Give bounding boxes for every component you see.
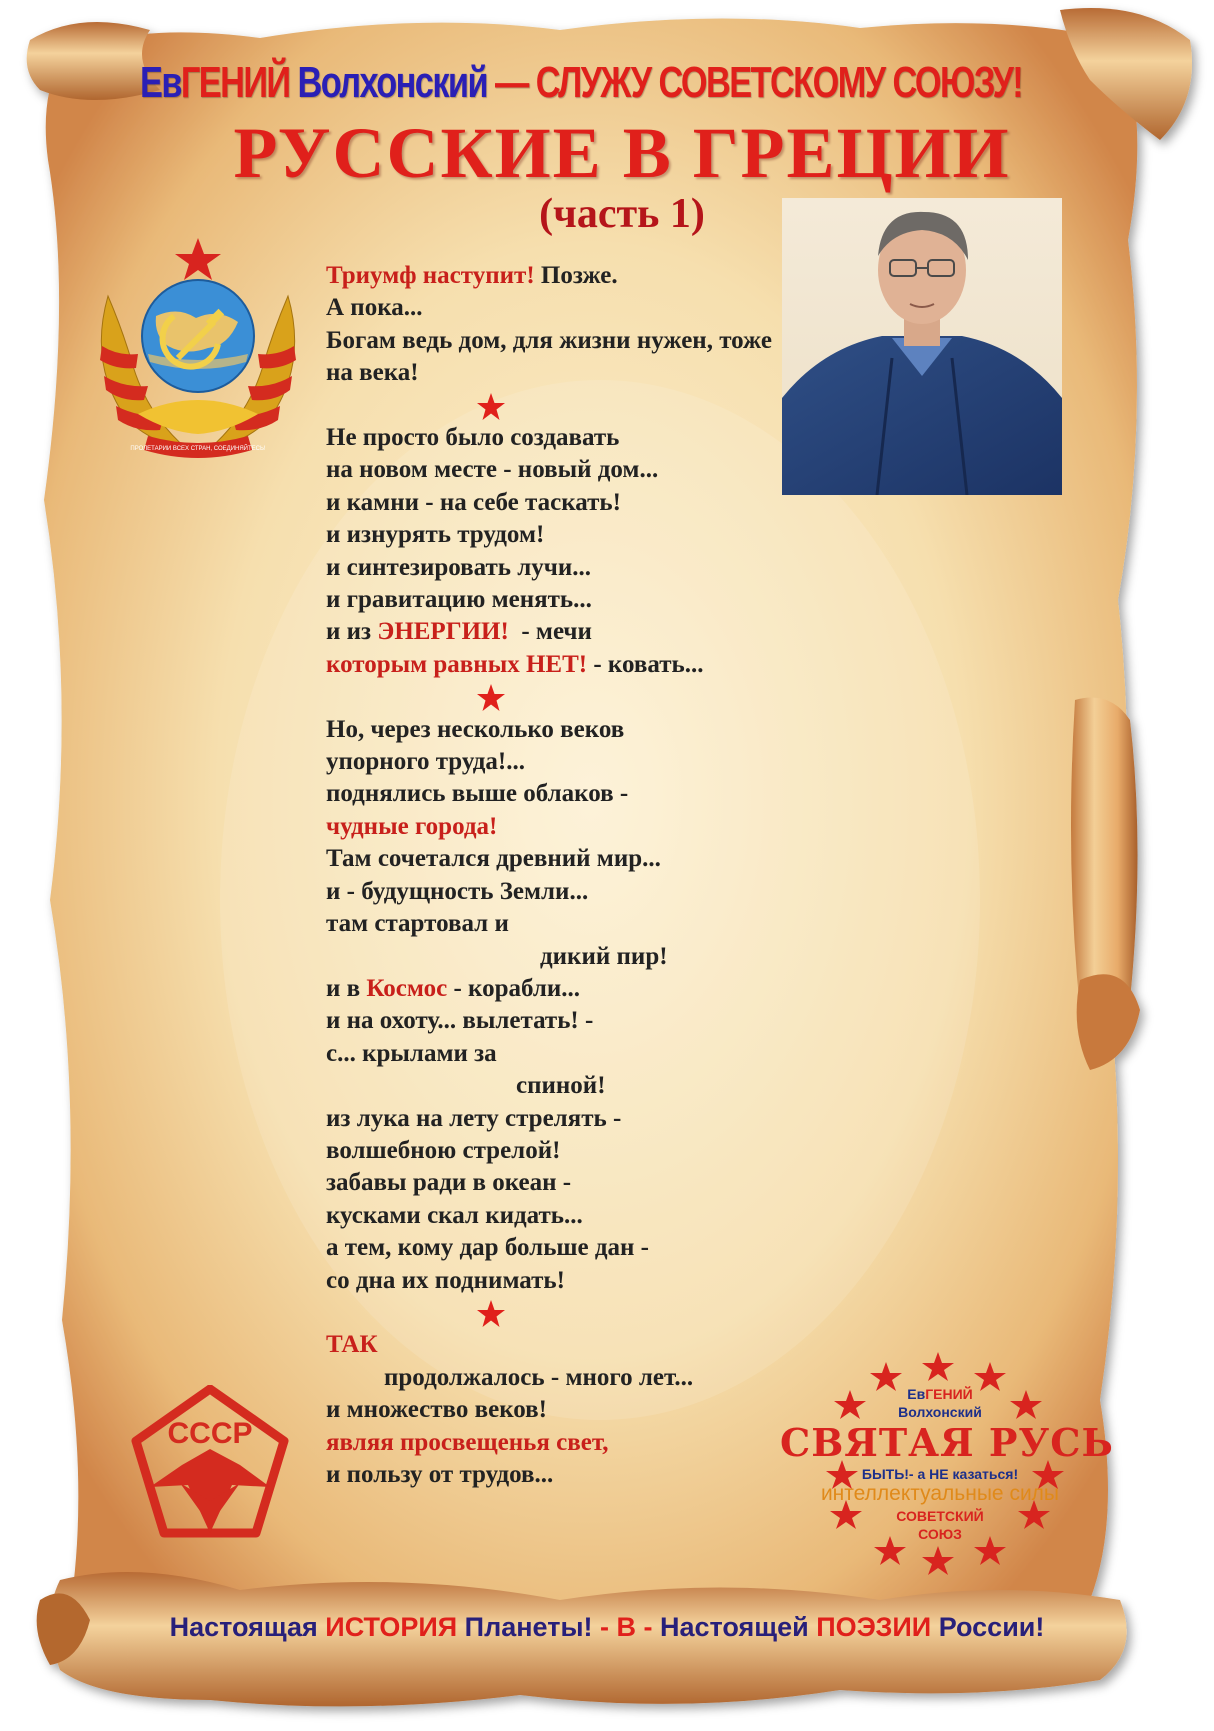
- poem-line: [326, 260, 866, 292]
- badge-author-surname: Волхонский: [898, 1404, 982, 1420]
- badge-author: [780, 1386, 1100, 1402]
- poem-line: спиной!: [516, 1072, 606, 1100]
- footer-part: ПОЭЗИИ: [816, 1612, 932, 1642]
- footer-part: ИСТОРИЯ: [325, 1612, 458, 1642]
- page-title: РУССКИЕ В ГРЕЦИИ: [233, 113, 1011, 193]
- poem-highlight: Триумф наступит!: [326, 262, 535, 289]
- badge-stars-ring: [780, 1350, 1114, 1580]
- poem-line: и синтезировать лучи...: [326, 553, 592, 581]
- poem-line: и гравитацию менять...: [326, 586, 592, 614]
- poem-line: чудные города!: [326, 812, 498, 840]
- poem-line: Там сочетался древний мир...: [326, 845, 661, 873]
- poem-line: там стартовал и: [326, 910, 509, 938]
- badge-brand: СВЯТАЯ РУСЬ: [780, 1420, 1114, 1465]
- poem-line: [326, 973, 866, 1005]
- badge-author-b: ГЕНИЙ: [925, 1386, 973, 1402]
- poem-highlight: Космос: [366, 974, 448, 1002]
- poem-line: Богам ведь дом, для жизни нужен, тоже: [326, 326, 772, 354]
- poem-line: А пока...: [326, 294, 423, 322]
- badge-union-2: СОЮЗ: [918, 1526, 962, 1542]
- emblem-star-icon: [175, 238, 221, 280]
- poem-line: и множество веков!: [326, 1396, 547, 1424]
- badge-tagline: интеллектуальные силы: [820, 1482, 1060, 1505]
- badge-motto: БЫТЬ!- а НЕ казаться!: [861, 1466, 1019, 1482]
- poem-line: Но, через несколько веков: [326, 715, 625, 743]
- author-name-prefix: Ев: [140, 58, 181, 107]
- poem-text: [326, 260, 866, 1491]
- badge-union-1: СОВЕТСКИЙ: [896, 1508, 984, 1524]
- poem-line: из лука на лету стрелять -: [326, 1104, 622, 1132]
- poem-line: а тем, кому дар больше дан -: [326, 1234, 649, 1262]
- footer-part: -: [592, 1612, 617, 1642]
- poem-line: забавы ради в океан -: [326, 1169, 572, 1197]
- ussr-emblem: [78, 236, 318, 476]
- poem-text-fragment: и в: [326, 974, 367, 1002]
- footer-part: Настоящей: [660, 1612, 817, 1642]
- poem-line: и камни - на себе таскать!: [326, 488, 621, 516]
- svyataya-rus-badge: [780, 1350, 1114, 1580]
- poem-text-fragment: - ковать...: [587, 650, 704, 678]
- poem-highlight: которым равных НЕТ!: [326, 650, 588, 678]
- author-surname: Волхонский: [289, 58, 488, 107]
- badge-author-a: Ев: [907, 1386, 926, 1402]
- poem-line: и - будущность Земли...: [326, 877, 589, 905]
- footer-part: Планеты!: [457, 1612, 593, 1642]
- poem-line: на новом месте - новый дом...: [326, 456, 659, 484]
- poem-line: дикий пир!: [540, 942, 668, 970]
- poem-line: и на охоту... вылетать! -: [326, 1007, 594, 1035]
- poem-line: Не просто было создавать: [326, 424, 620, 452]
- poem-text-fragment: Позже.: [534, 262, 618, 289]
- footer-part: -: [636, 1612, 660, 1642]
- poem-line: [326, 649, 866, 681]
- header-line: [140, 58, 1023, 108]
- separator-star-icon: [326, 681, 866, 713]
- emblem-motto: ПРОЛЕТАРИИ ВСЕХ СТРАН, СОЕДИНЯЙТЕСЬ!: [130, 446, 266, 452]
- poem-line: со дна их поднимать!: [326, 1266, 565, 1294]
- poem-line: волшебною стрелой!: [326, 1136, 561, 1164]
- header-dash: —: [487, 58, 536, 107]
- cccp-quality-mark: [130, 1385, 290, 1540]
- poem-highlight: ЭНЕРГИИ!: [377, 618, 509, 646]
- poem-line: с... крылами за: [326, 1039, 497, 1067]
- poem-line: [326, 616, 866, 648]
- footer-slogan: [0, 1612, 1214, 1643]
- page-subtitle: (часть 1): [539, 191, 705, 237]
- author-name-caps: ГЕНИЙ: [180, 58, 290, 107]
- poem-line: ТАК: [326, 1331, 378, 1359]
- poem-line: и пользу от трудов...: [326, 1460, 554, 1488]
- poem-line: и изнурять трудом!: [326, 521, 545, 549]
- header-slogan: СЛУЖУ СОВЕТСКОМУ СОЮЗУ!: [535, 58, 1023, 107]
- poem-line: на века!: [326, 359, 419, 387]
- poem-text-fragment: - мечи: [508, 618, 592, 646]
- footer-part: России!: [931, 1612, 1045, 1642]
- poem-line: являя просвещенья свет,: [326, 1428, 609, 1456]
- poem-text-fragment: и из: [326, 618, 378, 646]
- poem-line: кусками скал кидать...: [326, 1201, 583, 1229]
- cccp-label: СССР: [167, 1417, 253, 1450]
- poem-line: упорного труда!...: [326, 748, 525, 776]
- separator-star-icon: [326, 1297, 866, 1329]
- footer-part: Настоящая: [169, 1612, 326, 1642]
- separator-star-icon: [326, 390, 866, 422]
- footer-part: В: [616, 1612, 636, 1642]
- poem-line: поднялись выше облаков -: [326, 780, 629, 808]
- poem-text-fragment: - корабли...: [447, 974, 581, 1002]
- poem-line: продолжалось - много лет...: [384, 1363, 694, 1391]
